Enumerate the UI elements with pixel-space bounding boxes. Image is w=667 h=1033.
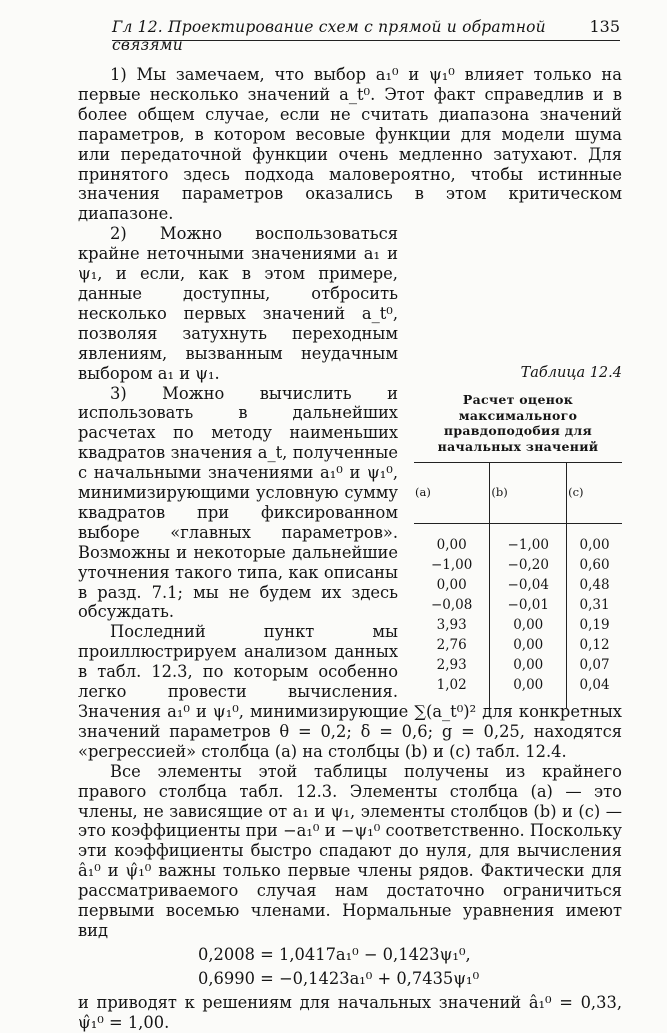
table-cell: 0,00 xyxy=(436,577,467,594)
equation-1: 0,2008 = 1,0417a₁⁰ − 0,1423ψ₁⁰, xyxy=(198,944,471,964)
table-cell: 0,48 xyxy=(567,576,622,596)
equation-2: 0,6990 = −0,1423a₁⁰ + 0,7435ψ₁⁰ xyxy=(198,968,480,988)
page-header xyxy=(112,14,620,54)
paragraph-1: 1) Мы замечаем, что выбор a₁⁰ и ψ₁⁰ влияет только на первые несколько значений a_t⁰. Этот факт справедлив и в более общем случае, если не считать диапазона значений параметров, в котором весовые функции для модели шума или передаточной функции очень медленно затухают. Для принятого здесь подхода маловероятно, чтобы истинные значения параметров оказались в этом критическом диапазоне. xyxy=(78,65,622,224)
table-cell: −1,00 xyxy=(490,524,567,557)
table-cell: 0,19 xyxy=(567,616,622,636)
table-cell: 0,31 xyxy=(567,596,622,616)
table-12-4 xyxy=(414,224,622,694)
table-caption: Таблица 12.4 xyxy=(520,365,622,382)
table-cell: 0,00 xyxy=(490,676,567,708)
page-number: 135 xyxy=(589,17,620,36)
table-cell: 0,00 xyxy=(490,636,567,656)
table-row xyxy=(414,556,622,576)
table-cell: −0,01 xyxy=(490,596,567,616)
column-header: (b) xyxy=(490,463,567,524)
paragraph-2: 2) Можно воспользоваться крайне неточными значениями a₁ и ψ₁, и если, как в этом примере, данные доступны, отбросить несколько первых значений a_t⁰, позволяя затухнуть переходным явлениям, вызванным неудачным выбором a₁ и ψ₁. xyxy=(78,224,398,383)
table-cell: −0,20 xyxy=(490,556,567,576)
table-cell: 0,12 xyxy=(567,636,622,656)
table-header-row xyxy=(414,463,622,524)
table-row xyxy=(414,596,622,616)
paragraph-4: Последний пункт мы проиллюстрируем анализом данных в табл. 12.3, по которым особенно легко провести вычисления. Значения a₁⁰ и ψ₁⁰, минимизирующие ∑(a_t⁰)² для конкретных значений параметров θ = 0,2; δ = 0,6; g = 0,25, находятся «регрессией» столбца (a) на столбцы (b) и (c) табл. 12.4. xyxy=(78,622,622,761)
results-table xyxy=(414,462,622,708)
table-cell: −1,00 xyxy=(430,557,473,574)
table-cell: −0,08 xyxy=(430,597,473,614)
body-text xyxy=(78,65,622,1033)
running-title: Гл 12. Проектирование схем с прямой и обратной связями xyxy=(112,18,546,54)
column-header: (c) xyxy=(567,463,622,524)
paragraph-5: Все элементы этой таблицы получены из крайнего правого столбца табл. 12.3. Элементы столбца (a) — это члены, не зависящие от a₁ и ψ₁, элементы столбцов (b) и (c) — это коэффициенты при −a₁⁰ и −ψ₁⁰ соответственно. Поскольку эти коэффициенты быстро спадают до нуля, для вычисления â₁⁰ и ψ̂₁⁰ важны только первые члены рядов. Фактически для рассматриваемого случая нам достаточно ограничиться первыми восемью членами. Нормальные уравнения имеют вид xyxy=(78,761,622,940)
paragraph-6: и приводят к решениям для начальных значений â₁⁰ = 0,33, ψ̂₁⁰ = 1,00. xyxy=(78,992,622,1032)
table-cell: 0,07 xyxy=(567,656,622,676)
table-row xyxy=(414,576,622,596)
table-cell: 0,00 xyxy=(490,656,567,676)
paragraph-3: 3) Можно вычислить и использовать в дальнейших расчетах по методу наименьших квадратов значения a_t, полученные с начальными значениями a₁⁰ и ψ₁⁰, минимизирующими условную сумму квадратов при фиксированном выборе «главных параметров». Возможны и некоторые дальнейшие уточнения такого типа, как описаны в разд. 7.1; мы не будем их здесь обсуждать. xyxy=(78,383,398,622)
table-row xyxy=(414,616,622,636)
table-row xyxy=(414,676,622,708)
table-cell: 0,00 xyxy=(436,537,467,554)
table-row xyxy=(414,524,622,557)
table-cell: 3,93 xyxy=(436,617,467,634)
table-cell: 0,60 xyxy=(567,556,622,576)
table-row xyxy=(414,656,622,676)
column-header: (a) xyxy=(414,463,490,524)
table-row xyxy=(414,636,622,656)
table-title: Расчет оценок максимального правдоподобия для начальных значений xyxy=(437,392,599,454)
table-cell: −0,04 xyxy=(490,576,567,596)
table-cell: 2,93 xyxy=(436,657,467,674)
table-cell: 2,76 xyxy=(436,637,467,654)
table-cell: 0,00 xyxy=(490,616,567,636)
table-cell: 0,00 xyxy=(567,524,622,557)
table-cell: 1,02 xyxy=(436,677,467,694)
table-cell: 0,04 xyxy=(567,676,622,708)
